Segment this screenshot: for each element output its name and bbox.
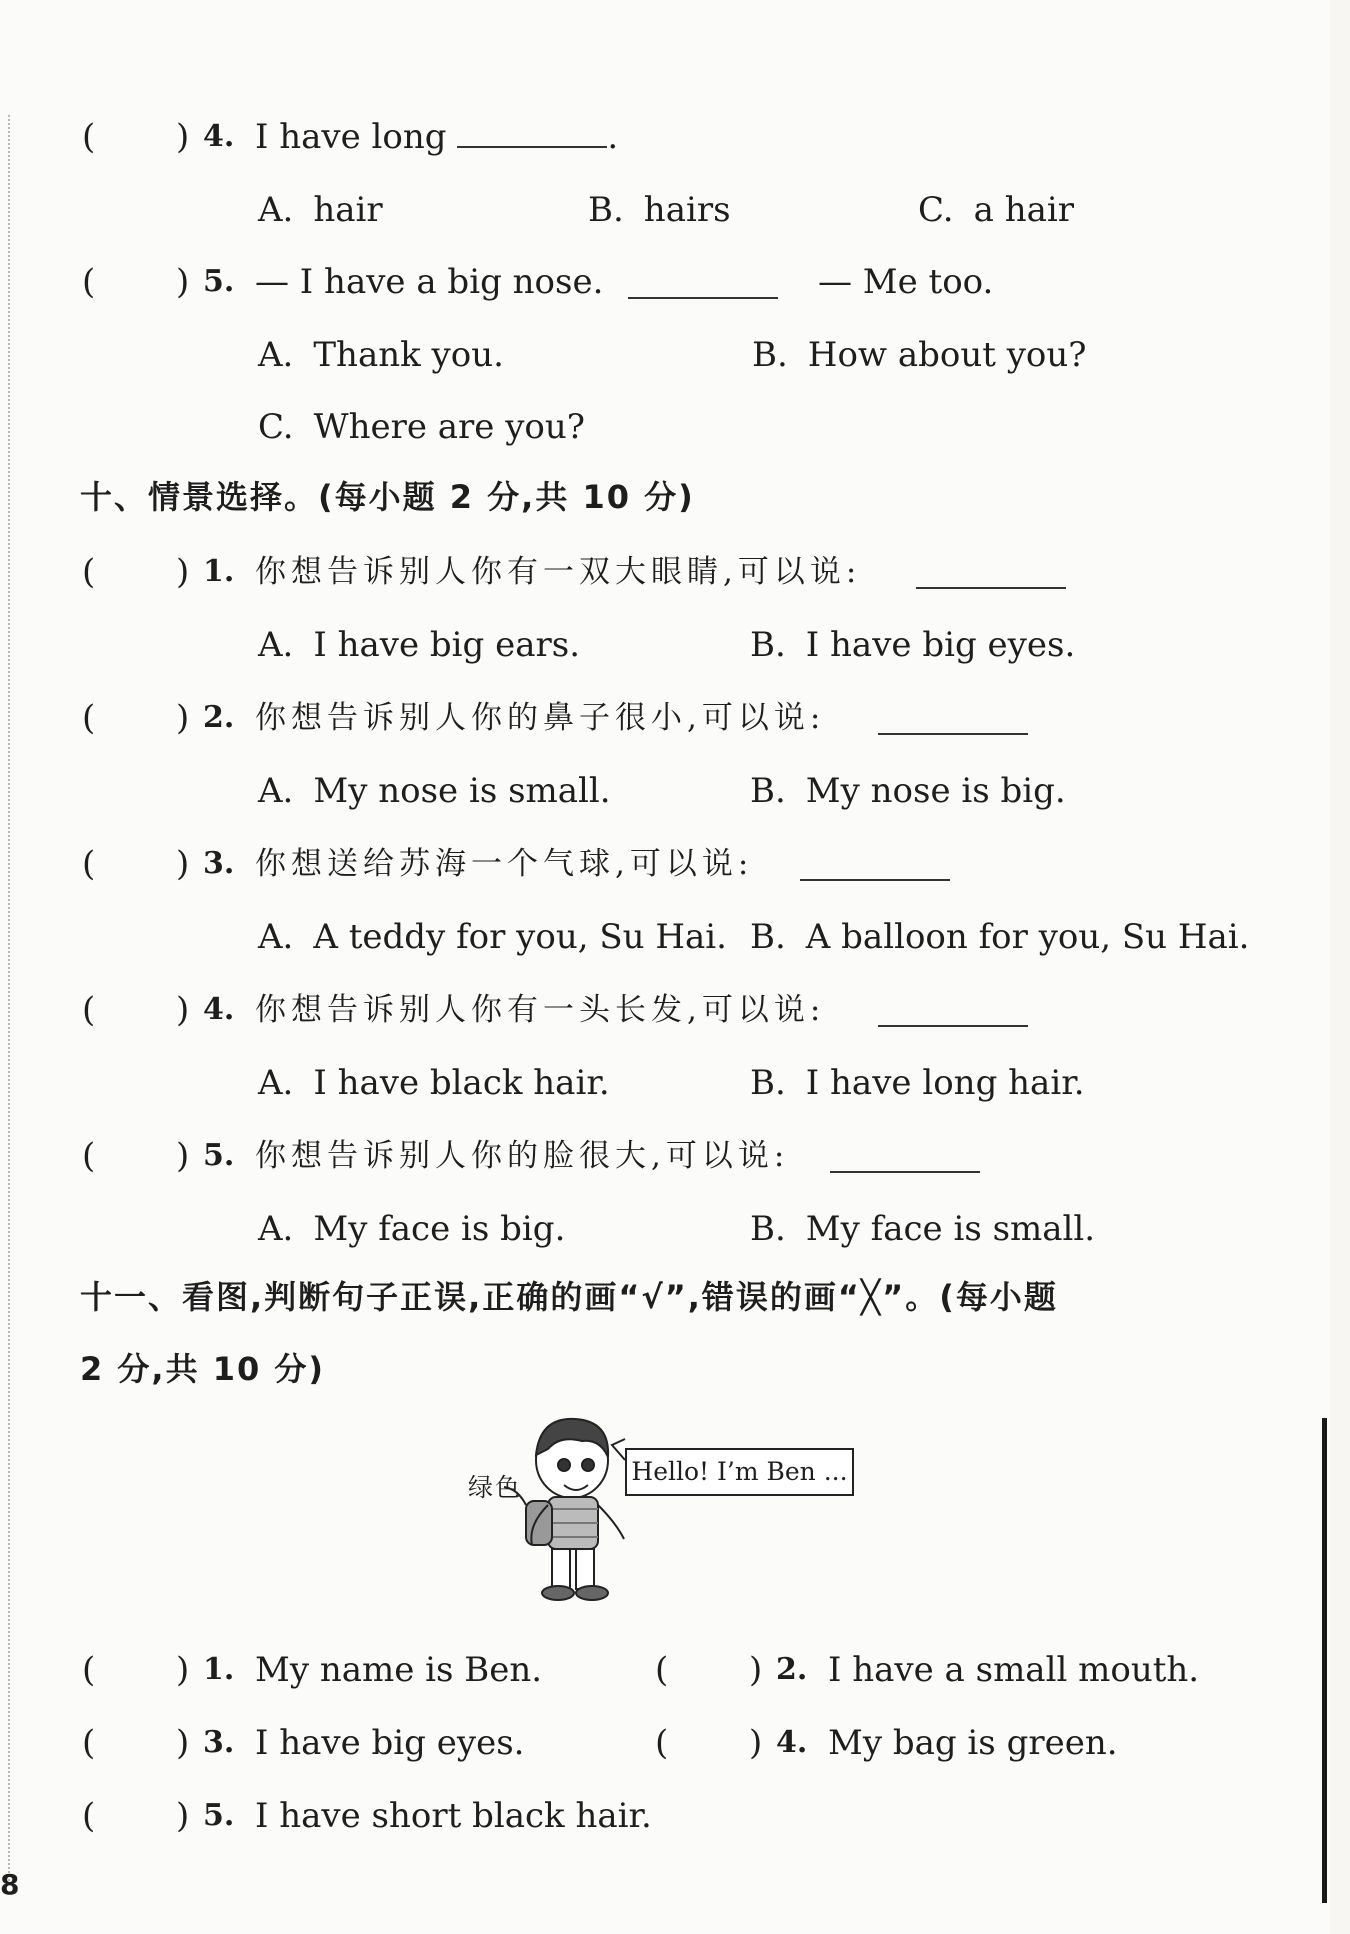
question-number: 4.: [203, 992, 235, 1027]
judge-item-1: [0, 1645, 560, 1695]
answer-paren-open: (: [82, 844, 96, 884]
option-c[interactable]: C. a hair: [918, 190, 1074, 230]
answer-blank[interactable]: [916, 553, 1066, 589]
option-a[interactable]: A. A teddy for you, Su Hai.: [258, 917, 727, 957]
answer-blank[interactable]: [800, 845, 950, 881]
answer-paren-open[interactable]: (: [82, 1796, 96, 1836]
answer-paren-close: ): [176, 990, 190, 1030]
question-text: 你想送给苏海一个气球,可以说:: [255, 846, 754, 882]
option-b[interactable]: B. How about you?: [752, 335, 1087, 375]
answer-paren-open: (: [82, 698, 96, 738]
option-b[interactable]: B. A balloon for you, Su Hai.: [750, 917, 1250, 957]
bag-color-label: 绿色: [468, 1473, 523, 1502]
edge-bar: [1322, 1418, 1327, 1903]
answer-paren-close: ): [176, 1796, 190, 1836]
question-number: 3.: [203, 846, 235, 881]
option-b[interactable]: B. My face is small.: [750, 1209, 1096, 1249]
question-text: 你想告诉别人你有一头长发,可以说:: [255, 992, 826, 1028]
answer-blank[interactable]: [830, 1137, 980, 1173]
option-c[interactable]: C. Where are you?: [258, 407, 586, 447]
option-a[interactable]: A. I have big ears.: [258, 625, 581, 665]
answer-paren-close: ): [176, 1136, 190, 1176]
answer-paren-open[interactable]: (: [82, 1723, 96, 1763]
option-a[interactable]: A. Thank you.: [258, 335, 504, 375]
question-number: 4.: [203, 119, 235, 154]
question-number: 1.: [203, 554, 235, 589]
boy-figure: [504, 1419, 625, 1600]
question-number: 5.: [203, 1138, 235, 1173]
answer-paren-open[interactable]: (: [655, 1650, 669, 1690]
answer-paren-close: ): [176, 117, 190, 157]
question-text: 你想告诉别人你的脸很大,可以说:: [255, 1138, 790, 1174]
option-b[interactable]: B. I have long hair.: [750, 1063, 1085, 1103]
judge-item-5: [0, 1791, 652, 1841]
answer-paren-open: (: [82, 990, 96, 1030]
question-text: 你想告诉别人你有一双大眼睛,可以说:: [255, 554, 862, 590]
answer-blank[interactable]: [628, 263, 778, 299]
question-text: — I have a big nose.: [255, 262, 604, 302]
answer-paren-open[interactable]: (: [655, 1723, 669, 1763]
question-text: I have long .: [255, 112, 618, 162]
answer-blank[interactable]: [878, 699, 1028, 735]
option-a[interactable]: A. I have black hair.: [258, 1063, 610, 1103]
statement-text: I have short black hair.: [255, 1796, 652, 1836]
statement-text: I have a small mouth.: [828, 1650, 1200, 1690]
section-11-title-line1: 十一、看图,判断句子正误,正确的画“√”,错误的画“╳”。(每小题: [80, 1278, 1058, 1316]
answer-paren-close: ): [176, 262, 190, 302]
section-10-title: 十、情景选择。(每小题 2 分,共 10 分): [80, 478, 695, 516]
speech-bubble: Hello! I’m Ben ...: [625, 1448, 854, 1496]
judge-item-3: [0, 1718, 560, 1768]
page-number: 8: [0, 1868, 20, 1901]
option-b[interactable]: B. My nose is big.: [750, 771, 1066, 811]
option-a[interactable]: A. My nose is small.: [258, 771, 611, 811]
question-number: 3.: [203, 1725, 235, 1760]
answer-paren-open[interactable]: (: [82, 1650, 96, 1690]
question-number: 1.: [203, 1652, 235, 1687]
question-number: 4.: [776, 1725, 808, 1760]
answer-paren-close: ): [176, 1723, 190, 1763]
answer-blank[interactable]: [878, 991, 1028, 1027]
answer-paren-close: ): [176, 1650, 190, 1690]
answer-paren-close: ): [749, 1723, 763, 1763]
judge-item-2: [573, 1645, 1200, 1695]
answer-paren-close: ): [176, 698, 190, 738]
option-a[interactable]: A. hair: [258, 190, 383, 230]
answer-paren-close: ): [749, 1650, 763, 1690]
answer-paren-open: (: [82, 1136, 96, 1176]
answer-paren-close: ): [176, 552, 190, 592]
boy-illustration: [460, 1405, 860, 1605]
question-number: 5.: [203, 1798, 235, 1833]
answer-blank[interactable]: [457, 112, 607, 148]
question-number: 2.: [203, 700, 235, 735]
question-number: 2.: [776, 1652, 808, 1687]
question-number: 5.: [203, 264, 235, 299]
option-b[interactable]: B. hairs: [588, 190, 731, 230]
answer-paren-open: (: [82, 117, 96, 157]
section-11-title-line2: 2 分,共 10 分): [80, 1350, 326, 1388]
statement-text: I have big eyes.: [255, 1723, 525, 1763]
question-text: 你想告诉别人你的鼻子很小,可以说:: [255, 700, 826, 736]
option-b[interactable]: B. I have big eyes.: [750, 625, 1076, 665]
statement-text: My name is Ben.: [255, 1650, 543, 1690]
binding-dotted-line: [8, 115, 10, 1885]
answer-paren-close: ): [176, 844, 190, 884]
judge-item-4: [573, 1718, 1133, 1768]
reply-text: — Me too.: [818, 262, 994, 302]
answer-paren-open: (: [82, 262, 96, 302]
answer-paren-open: (: [82, 552, 96, 592]
statement-text: My bag is green.: [828, 1723, 1118, 1763]
option-a[interactable]: A. My face is big.: [258, 1209, 566, 1249]
